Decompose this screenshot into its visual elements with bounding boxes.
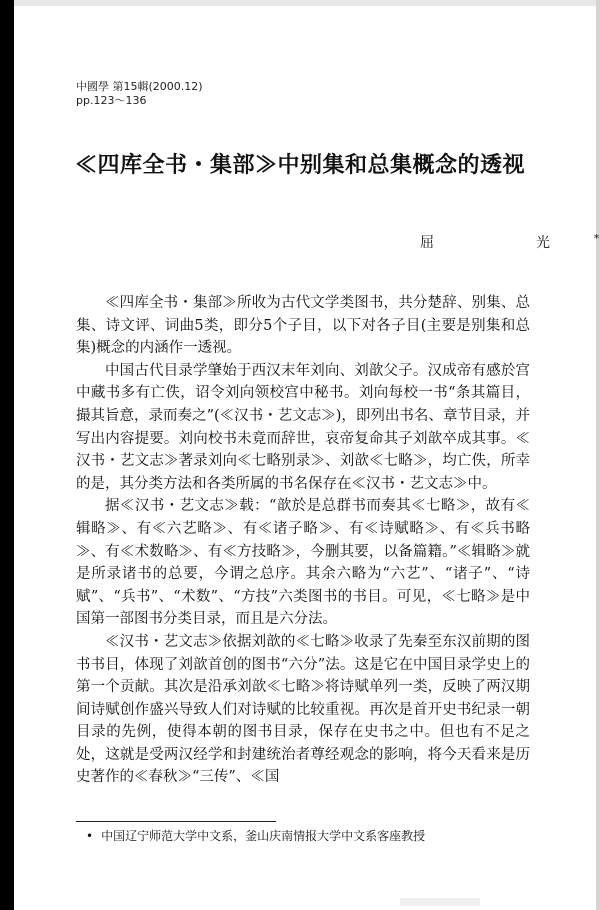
- journal-issue-line: 中國學 第15輯(2000.12): [76, 80, 203, 93]
- page-range-line: pp.123～136: [76, 94, 147, 107]
- article-body: [76, 292, 530, 789]
- author-byline: [420, 232, 599, 252]
- author-footnote-marker: *: [594, 233, 599, 245]
- footnote-divider: [76, 821, 276, 822]
- scan-border-top: [14, 0, 600, 6]
- body-paragraph: ≪四库全书・集部≫所收为古代文学类图书，共分楚辞、别集、总集、诗文评、词曲5类，即分5个子目，以下对各子目(主要是别集和总集)概念的内涵作一透视。: [76, 295, 530, 357]
- body-paragraph: 据≪汉书・艺文志≫载：“歆於是总群书而奏其≪七略≫，故有≪辑略≫、有≪六艺略≫、有≪诸子略≫、有≪诗赋略≫、有≪兵书略≫、有≪术数略≫、有≪方技略≫，今删其要，以备篇籍。”≪辑略≫就是所录诸书的总要，今谓之总序。其余六略为“六艺”、“诸子”、“诗赋”、“兵书”、“术数”、“方技”六类图书的书目。可见，≪七略≫是中国第一部图书分类目录，而且是六分法。: [76, 498, 530, 628]
- footnote-text: 中国辽宁师范大学中文系，釜山庆南情报大学中文系客座教授: [101, 829, 426, 843]
- body-paragraph: ≪汉书・艺文志≫依据刘歆的≪七略≫收录了先秦至东汉前期的图书书目，体现了刘歆首创的图书“六分”法。这是它在中国目录学史上的第一个贡献。其次是沿承刘歆≪七略≫将诗赋单列一类，反映了两汉期间诗赋创作盛兴导致人们对诗赋的比较重视。再次是首开史书纪录一朝目录的先例，使得本朝的图书目录，保存在史书之中。但也有不足之处，这就是受两汉经学和封建统治者尊经观念的影响，将今天看来是历史著作的≪春秋≫“三传”、≪国: [76, 633, 530, 786]
- scan-border-left: [0, 0, 14, 910]
- journal-header: [76, 80, 203, 108]
- article-title: ≪四库全书・集部≫中别集和总集概念的透视: [74, 152, 525, 178]
- scan-border-right: [596, 0, 600, 910]
- author-name: 屈 光: [420, 235, 594, 251]
- body-paragraph: 中国古代目录学肇始于西汉末年刘向、刘歆父子。汉成帝有感於宫中藏书多有亡佚，诏令刘向领校宫中秘书。刘向每校一书“条其篇目，撮其旨意，录而奏之”(≪汉书・艺文志≫)，即列出书名、章节目录，并写出内容提要。刘向校书未竟而辞世，哀帝复命其子刘歆卒成其事。≪汉书・艺文志≫著录刘向≪七略别录≫、刘歆≪七略≫，均亡佚，所幸的是，其分类方法和各类所属的书名保存在≪汉书・艺文志≫中。: [76, 362, 530, 492]
- footnote-bullet: •: [86, 829, 94, 843]
- author-affiliation-footnote: [86, 828, 526, 844]
- scan-smudge: [400, 898, 480, 906]
